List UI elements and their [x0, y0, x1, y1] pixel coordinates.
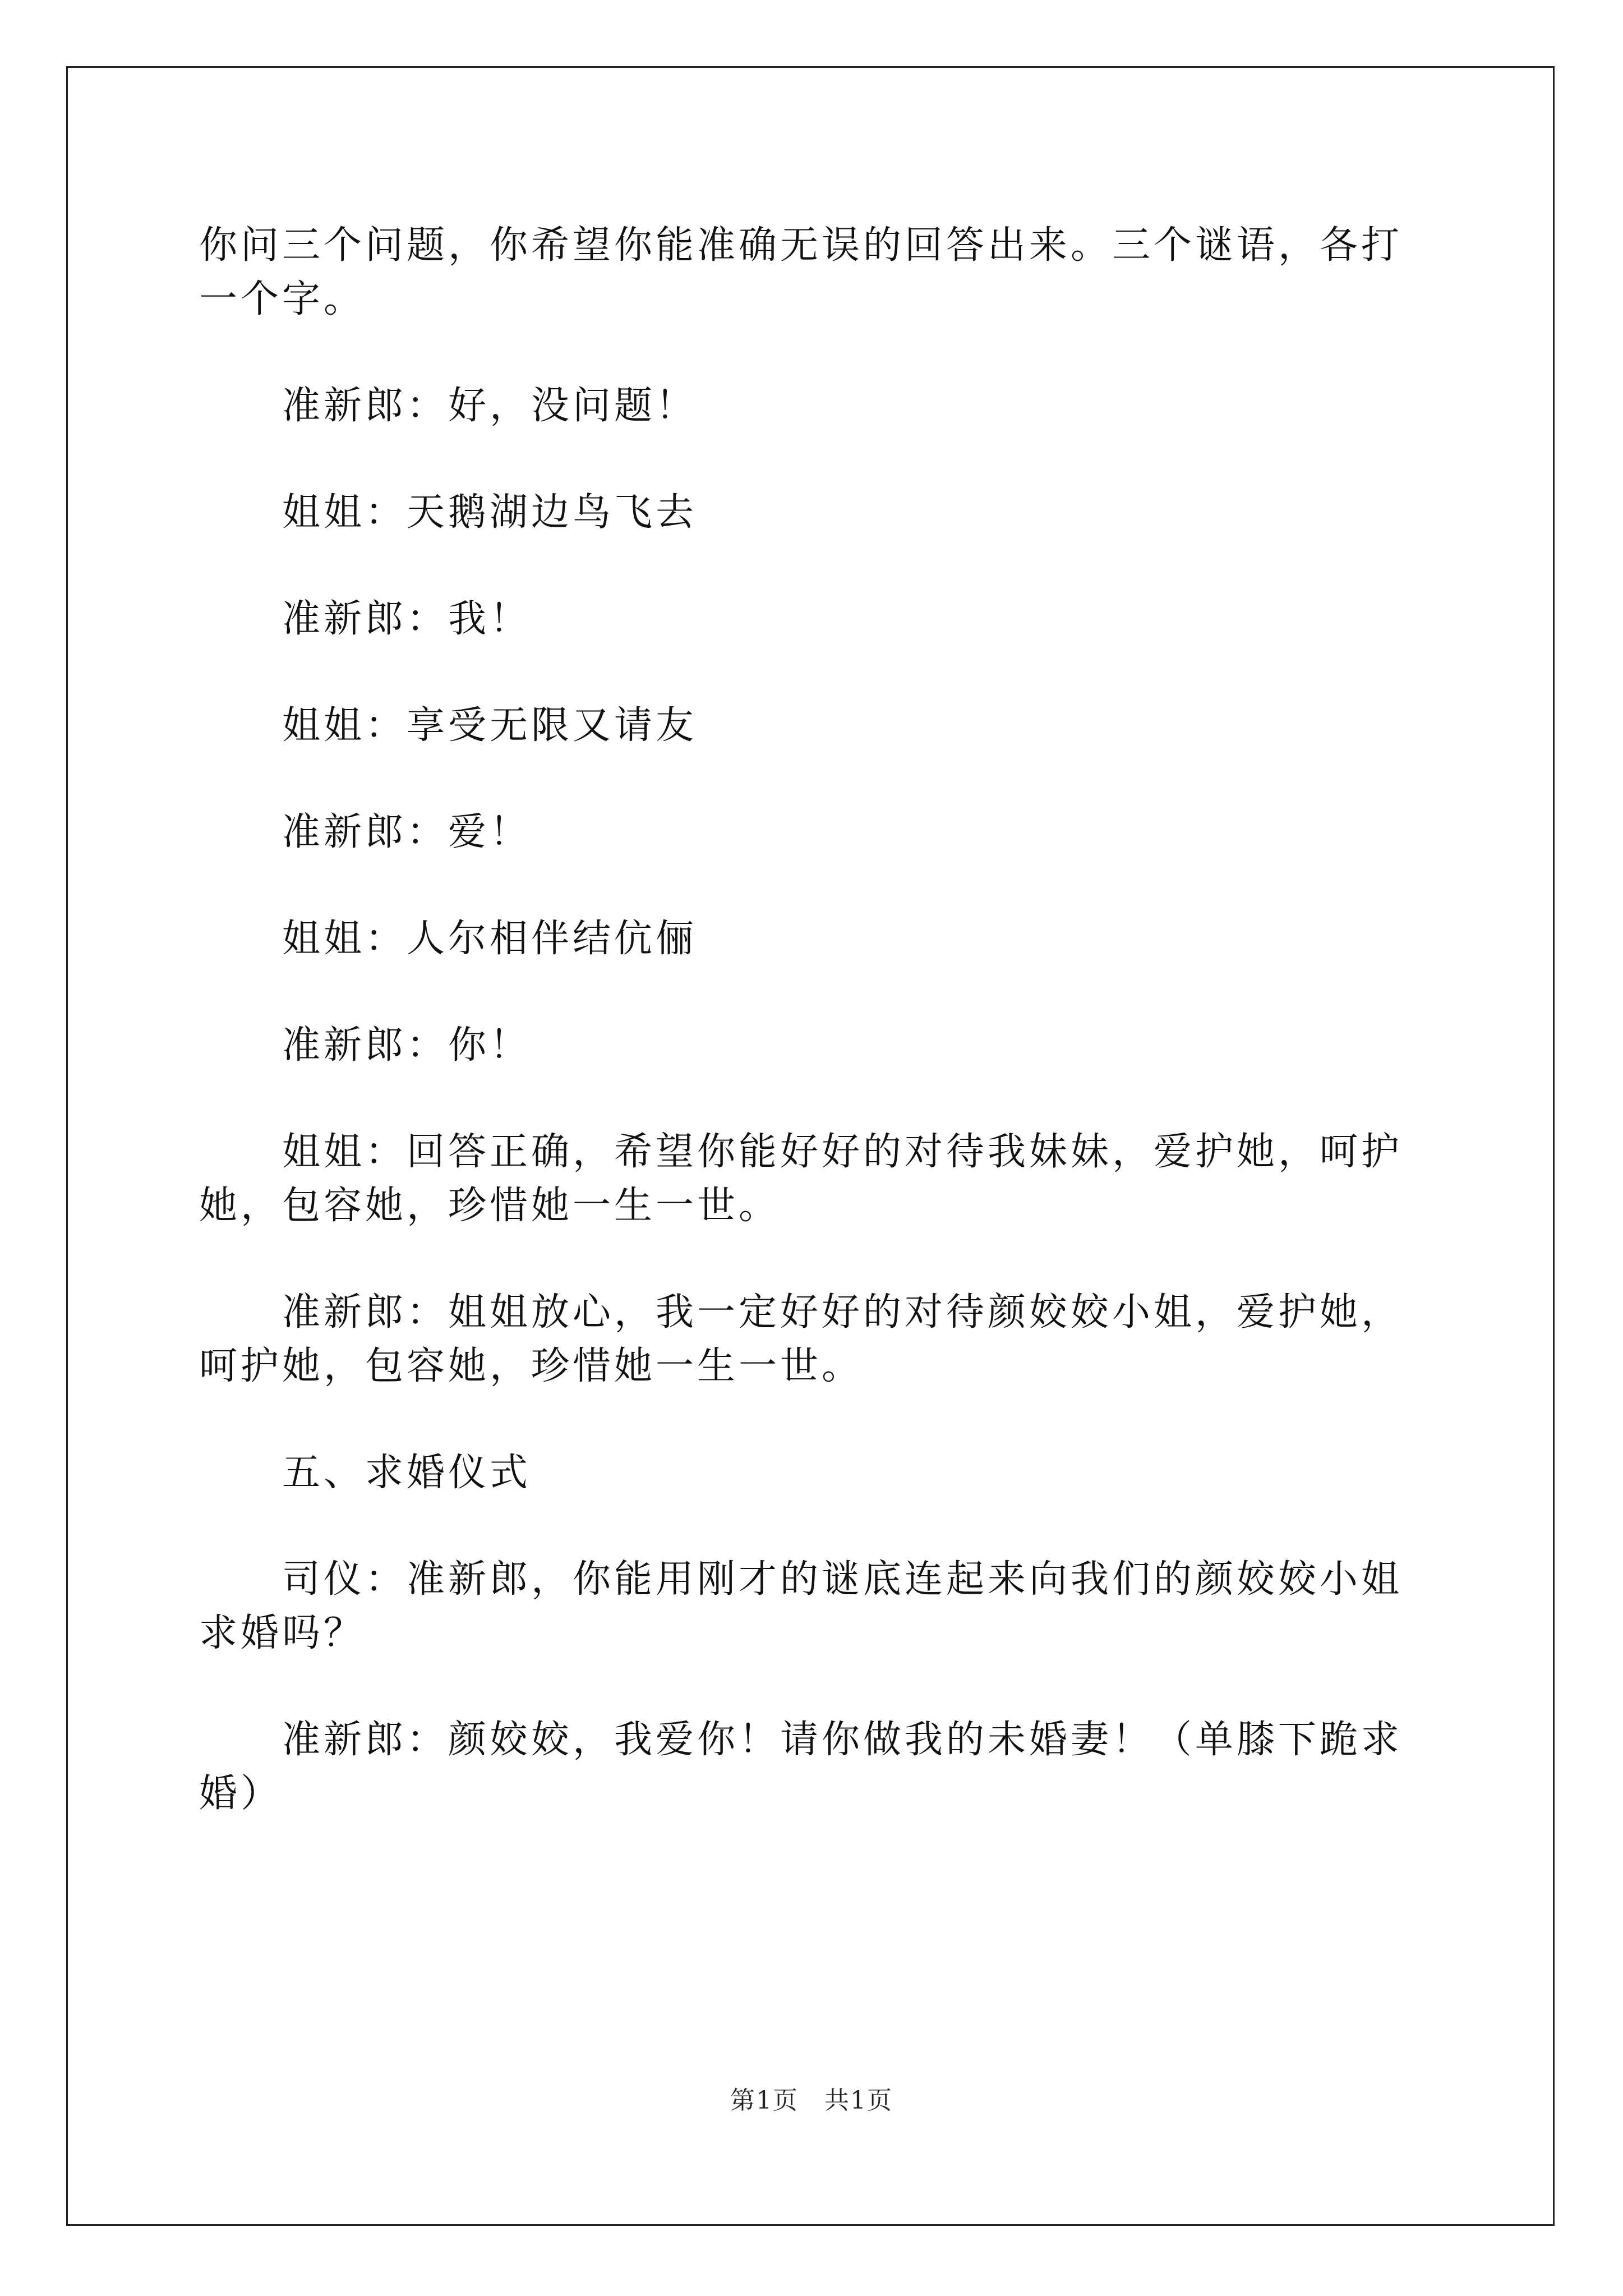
document-body: [199, 219, 1433, 1874]
paragraph: 姐姐：人尔相伴结伉俪: [282, 917, 698, 961]
paragraph: 你问三个问题，你希望你能准确无误的回答出来。三个谜语，各打一个字。: [199, 223, 1403, 321]
paragraph: 准新郎：姐姐放心，我一定好好的对待颜姣姣小姐，爱护她，呵护她，包容她，珍惜她一生一世。: [199, 1290, 1403, 1388]
paragraph: 准新郎：你！: [282, 1023, 532, 1068]
paragraph: 准新郎：颜姣姣，我爱你！请你做我的未婚妻！（单膝下跪求婚）: [199, 1718, 1403, 1816]
paragraph: 姐姐：享受无限又请友: [282, 703, 698, 748]
page-footer: 第1页 共1页: [730, 2086, 893, 2115]
paragraph: 司仪：准新郎，你能用刚才的谜底连起来向我们的颜姣姣小姐求婚吗？: [199, 1557, 1403, 1655]
section-heading: 五、求婚仪式: [282, 1451, 532, 1495]
paragraph: 准新郎：好，没问题！: [282, 384, 698, 428]
paragraph: 准新郎：我！: [282, 597, 532, 641]
paragraph: 准新郎：爱！: [282, 810, 532, 854]
paragraph: 姐姐：天鹅湖边鸟飞去: [282, 490, 698, 535]
paragraph: 姐姐：回答正确，希望你能好好的对待我妹妹，爱护她，呵护她，包容她，珍惜她一生一世。: [199, 1130, 1403, 1228]
